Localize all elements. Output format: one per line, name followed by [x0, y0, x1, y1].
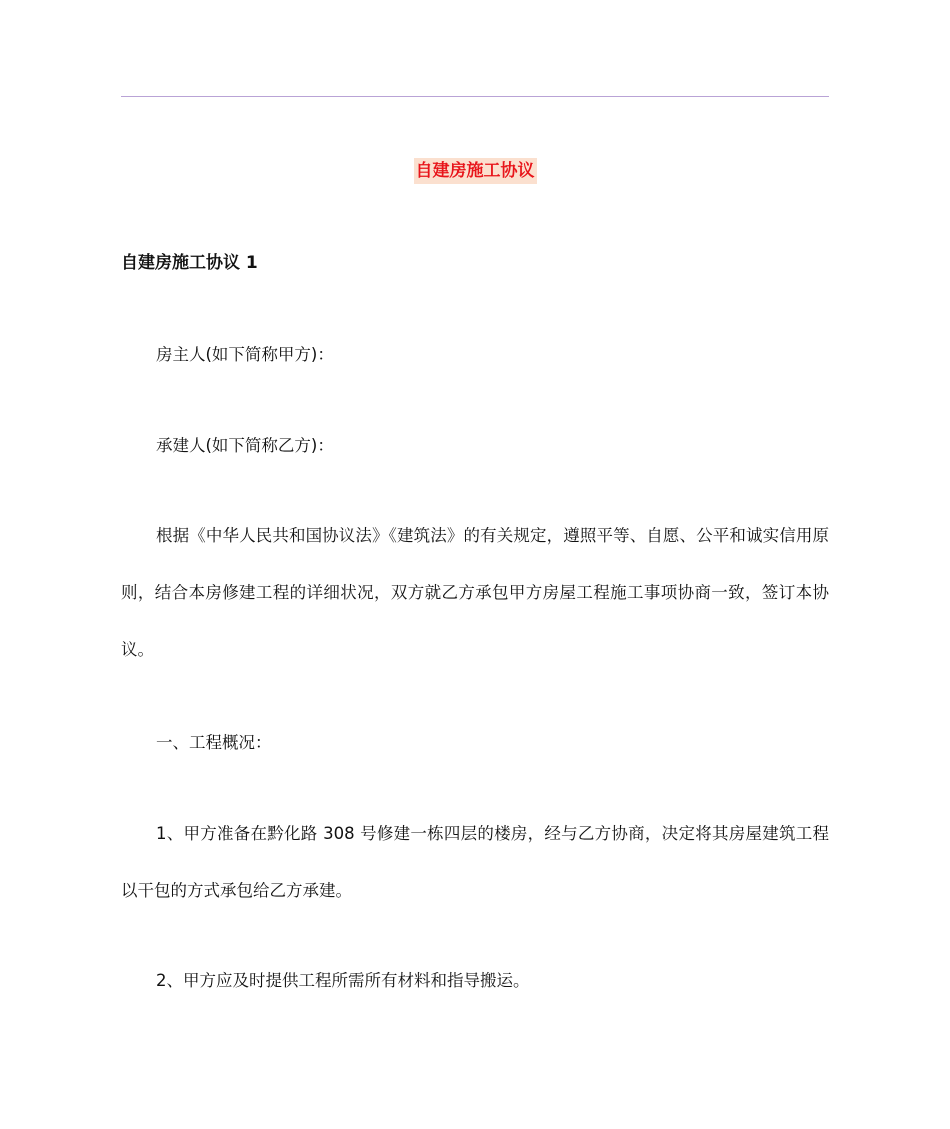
header-rule: [121, 96, 829, 97]
preamble-paragraph: 根据《中华人民共和国协议法》《建筑法》的有关规定，遵照平等、自愿、公平和诚实信用原则，结合本房修建工程的详细状况，双方就乙方承包甲方房屋工程施工事项协商一致，签订本协议。: [121, 526, 829, 659]
title-container: [0, 158, 950, 184]
item-two-paragraph: 2、甲方应及时提供工程所需所有材料和指导搬运。: [156, 971, 530, 990]
section-heading: 自建房施工协议 1: [121, 253, 258, 273]
document-title: 自建房施工协议: [414, 158, 537, 184]
section-one-heading: 一、工程概况：: [156, 733, 272, 752]
owner-line: 房主人(如下简称甲方)：: [156, 345, 334, 364]
builder-line: 承建人(如下简称乙方)：: [156, 436, 334, 455]
item-one-paragraph: 1、甲方准备在黔化路 308 号修建一栋四层的楼房，经与乙方协商，决定将其房屋建筑工程以干包的方式承包给乙方承建。: [121, 824, 829, 900]
